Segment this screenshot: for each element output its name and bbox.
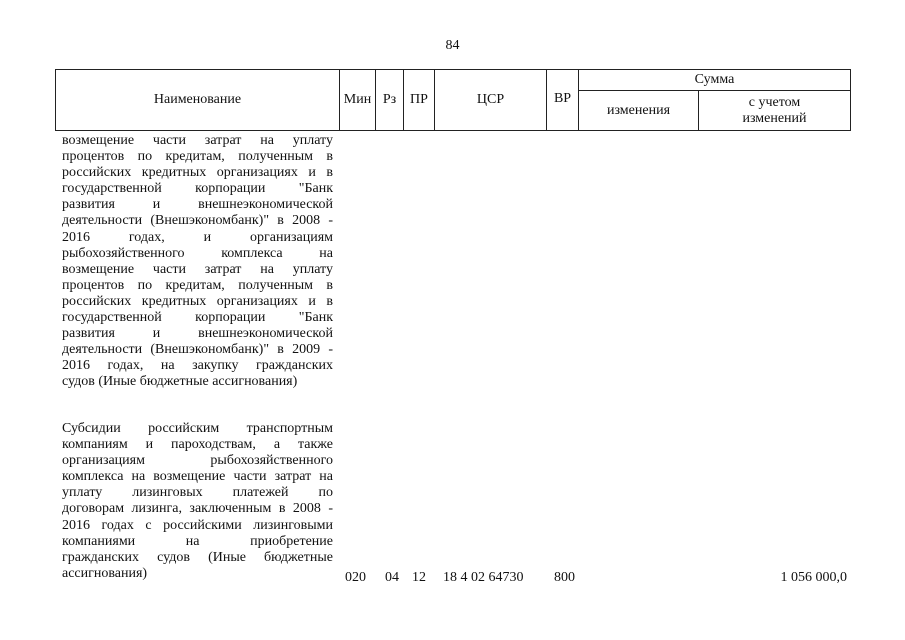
row-name-line: компаниями на приобретение (62, 533, 333, 549)
row-min: 020 (345, 570, 366, 585)
header-csr (435, 70, 547, 131)
row-name-line: организациям рыбохозяйственного (62, 453, 333, 469)
row-name-line: 2016 годах, и организациям (62, 229, 333, 245)
header-pr (404, 70, 435, 131)
row-name-line: 2016 годах с российскими лизинговыми (62, 517, 333, 533)
header-change (579, 91, 699, 131)
row-name-line: комплекса на возмещение части затрат на (62, 469, 333, 485)
header-rz-label: Рз (382, 92, 397, 107)
table-row (62, 133, 333, 391)
header-with-change-line2: изменений (742, 110, 807, 126)
row-name-line: российских кредитных организациях и в (62, 165, 333, 181)
row-name-line: договорам лизинга, заключенным в 2008 - (62, 501, 333, 517)
row-name-line: развития и внешнеэкономической (62, 326, 333, 342)
row-name-line: возмещение части затрат на уплату (62, 261, 333, 277)
table-row (62, 421, 333, 582)
row-name-line: 2016 годах, на закупку гражданских (62, 358, 333, 374)
row-name-line: процентов по кредитам, полученным в (62, 149, 333, 165)
header-min-label: Мин (343, 92, 372, 107)
row-name-line: российских кредитных организациях и в (62, 293, 333, 309)
row-rz: 04 (385, 570, 399, 585)
table-header (55, 69, 851, 131)
row-name-line: судов (Иные бюджетные ассигнования) (62, 374, 298, 390)
row-name-line: развития и внешнеэкономической (62, 197, 333, 213)
row-name-line: гражданских судов (Иные бюджетные (62, 549, 333, 565)
header-name (56, 70, 340, 131)
row-name-line: деятельности (Внешэкономбанк)" в 2008 - (62, 213, 333, 229)
header-sum-label: Сумма (694, 72, 735, 87)
row-name-line: государственной корпорации "Банк (62, 310, 333, 326)
row-name-line: ассигнования) (62, 565, 148, 581)
row-name-line: компаниям и пароходствам, а также (62, 437, 333, 453)
page-number: 84 (445, 38, 460, 53)
header-rz (376, 70, 404, 131)
row-vr: 800 (554, 570, 575, 585)
header-with-change (699, 91, 851, 131)
header-with-change-line1: с учетом (748, 94, 801, 110)
row-name-line: уплату лизинговых платежей по (62, 485, 333, 501)
row-name-line: Субсидии российским транспортным (62, 421, 333, 436)
header-sum (579, 70, 851, 91)
header-vr-label: ВР (553, 91, 572, 106)
header-pr-label: ПР (410, 92, 428, 107)
header-change-label: изменения (606, 102, 671, 118)
header-name-label: Наименование (153, 92, 242, 107)
row-name-line: государственной корпорации "Банк (62, 181, 333, 197)
row-with-change: 1 056 000,0 (780, 570, 847, 585)
row-name-line: процентов по кредитам, полученным в (62, 277, 333, 293)
row-name-line: деятельности (Внешэкономбанк)" в 2009 - (62, 342, 333, 358)
header-csr-label: ЦСР (476, 92, 505, 107)
header-min (340, 70, 376, 131)
row-csr: 18 4 02 64730 (443, 570, 524, 585)
row-pr: 12 (412, 570, 426, 585)
header-vr (547, 70, 579, 131)
row-name-line: возмещение части затрат на уплату (62, 133, 333, 148)
row-name-line: рыбохозяйственного комплекса на (62, 245, 333, 261)
